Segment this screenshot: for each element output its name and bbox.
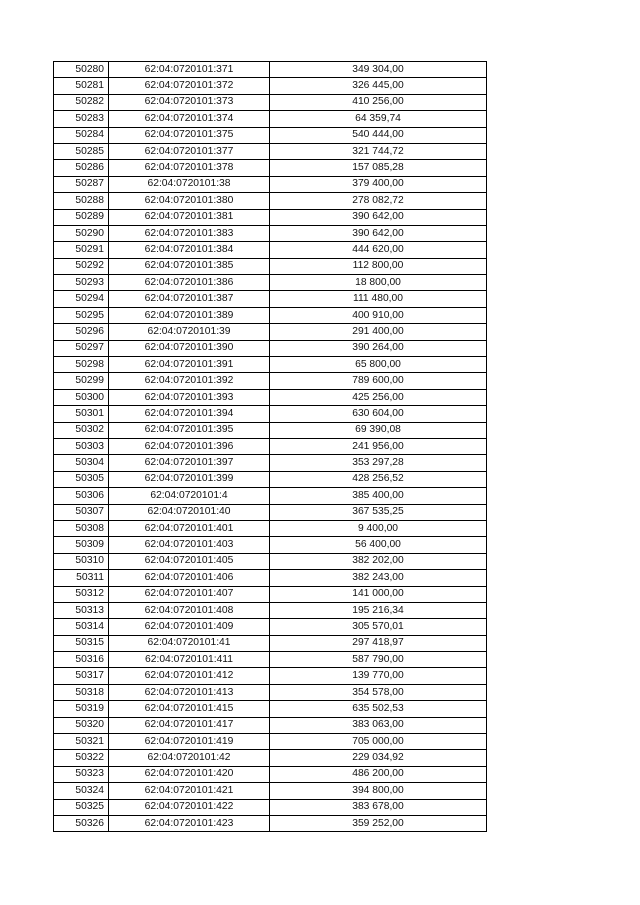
value-cell: 385 400,00 (270, 488, 487, 504)
row-number-cell: 50313 (54, 602, 109, 618)
row-number-cell: 50289 (54, 209, 109, 225)
value-cell: 359 252,00 (270, 815, 487, 831)
row-number-cell: 50285 (54, 143, 109, 159)
value-cell: 321 744,72 (270, 143, 487, 159)
value-cell: 112 800,00 (270, 258, 487, 274)
row-number-cell: 50323 (54, 766, 109, 782)
value-cell: 18 800,00 (270, 275, 487, 291)
row-number-cell: 50326 (54, 815, 109, 831)
value-cell: 587 790,00 (270, 652, 487, 668)
table-row (54, 94, 487, 110)
row-number-cell: 50322 (54, 750, 109, 766)
row-number-cell: 50325 (54, 799, 109, 815)
row-number-cell: 50317 (54, 668, 109, 684)
cadastral-number-cell: 62:04:0720101:4 (109, 488, 270, 504)
cadastral-number-cell: 62:04:0720101:380 (109, 193, 270, 209)
table-row (54, 734, 487, 750)
cadastral-number-cell: 62:04:0720101:372 (109, 78, 270, 94)
cadastral-number-cell: 62:04:0720101:385 (109, 258, 270, 274)
table-row (54, 422, 487, 438)
cadastral-number-cell: 62:04:0720101:420 (109, 766, 270, 782)
cadastral-number-cell: 62:04:0720101:405 (109, 553, 270, 569)
value-cell: 65 800,00 (270, 357, 487, 373)
table-row (54, 471, 487, 487)
table-row (54, 488, 487, 504)
table-row (54, 783, 487, 799)
value-cell: 111 480,00 (270, 291, 487, 307)
table-row (54, 586, 487, 602)
row-number-cell: 50301 (54, 406, 109, 422)
row-number-cell: 50296 (54, 324, 109, 340)
cadastral-value-table (53, 61, 487, 832)
cadastral-number-cell: 62:04:0720101:40 (109, 504, 270, 520)
value-cell: 139 770,00 (270, 668, 487, 684)
table-row (54, 193, 487, 209)
value-cell: 630 604,00 (270, 406, 487, 422)
cadastral-number-cell: 62:04:0720101:413 (109, 684, 270, 700)
table-row (54, 275, 487, 291)
row-number-cell: 50282 (54, 94, 109, 110)
table-row (54, 78, 487, 94)
value-cell: 789 600,00 (270, 373, 487, 389)
row-number-cell: 50280 (54, 62, 109, 78)
value-cell: 705 000,00 (270, 734, 487, 750)
table-row (54, 668, 487, 684)
cadastral-number-cell: 62:04:0720101:406 (109, 570, 270, 586)
value-cell: 241 956,00 (270, 438, 487, 454)
row-number-cell: 50306 (54, 488, 109, 504)
cadastral-number-cell: 62:04:0720101:41 (109, 635, 270, 651)
table-row (54, 438, 487, 454)
table-row (54, 570, 487, 586)
table-row (54, 799, 487, 815)
table-row (54, 602, 487, 618)
cadastral-number-cell: 62:04:0720101:421 (109, 783, 270, 799)
row-number-cell: 50303 (54, 438, 109, 454)
value-cell: 444 620,00 (270, 242, 487, 258)
cadastral-number-cell: 62:04:0720101:39 (109, 324, 270, 340)
row-number-cell: 50281 (54, 78, 109, 94)
cadastral-number-cell: 62:04:0720101:392 (109, 373, 270, 389)
value-cell: 354 578,00 (270, 684, 487, 700)
cadastral-number-cell: 62:04:0720101:381 (109, 209, 270, 225)
cadastral-number-cell: 62:04:0720101:395 (109, 422, 270, 438)
row-number-cell: 50324 (54, 783, 109, 799)
table-row (54, 717, 487, 733)
table-row (54, 619, 487, 635)
cadastral-number-cell: 62:04:0720101:377 (109, 143, 270, 159)
table-row (54, 750, 487, 766)
row-number-cell: 50292 (54, 258, 109, 274)
cadastral-number-cell: 62:04:0720101:419 (109, 734, 270, 750)
row-number-cell: 50309 (54, 537, 109, 553)
row-number-cell: 50293 (54, 275, 109, 291)
value-cell: 635 502,53 (270, 701, 487, 717)
row-number-cell: 50300 (54, 389, 109, 405)
row-number-cell: 50311 (54, 570, 109, 586)
cadastral-number-cell: 62:04:0720101:378 (109, 160, 270, 176)
row-number-cell: 50284 (54, 127, 109, 143)
value-cell: 425 256,00 (270, 389, 487, 405)
value-cell: 400 910,00 (270, 307, 487, 323)
row-number-cell: 50287 (54, 176, 109, 192)
cadastral-number-cell: 62:04:0720101:374 (109, 111, 270, 127)
row-number-cell: 50307 (54, 504, 109, 520)
table-row (54, 242, 487, 258)
cadastral-number-cell: 62:04:0720101:411 (109, 652, 270, 668)
cadastral-number-cell: 62:04:0720101:423 (109, 815, 270, 831)
row-number-cell: 50286 (54, 160, 109, 176)
value-cell: 291 400,00 (270, 324, 487, 340)
value-cell: 278 082,72 (270, 193, 487, 209)
table-row (54, 209, 487, 225)
value-cell: 410 256,00 (270, 94, 487, 110)
value-cell: 382 202,00 (270, 553, 487, 569)
value-cell: 9 400,00 (270, 520, 487, 536)
cadastral-number-cell: 62:04:0720101:409 (109, 619, 270, 635)
table-row (54, 62, 487, 78)
row-number-cell: 50297 (54, 340, 109, 356)
value-cell: 64 359,74 (270, 111, 487, 127)
cadastral-number-cell: 62:04:0720101:391 (109, 357, 270, 373)
value-cell: 383 063,00 (270, 717, 487, 733)
value-cell: 56 400,00 (270, 537, 487, 553)
row-number-cell: 50302 (54, 422, 109, 438)
cadastral-number-cell: 62:04:0720101:396 (109, 438, 270, 454)
row-number-cell: 50310 (54, 553, 109, 569)
row-number-cell: 50299 (54, 373, 109, 389)
row-number-cell: 50308 (54, 520, 109, 536)
cadastral-number-cell: 62:04:0720101:38 (109, 176, 270, 192)
table-row (54, 143, 487, 159)
value-cell: 305 570,01 (270, 619, 487, 635)
row-number-cell: 50298 (54, 357, 109, 373)
value-cell: 326 445,00 (270, 78, 487, 94)
value-cell: 229 034,92 (270, 750, 487, 766)
cadastral-number-cell: 62:04:0720101:386 (109, 275, 270, 291)
table-row (54, 111, 487, 127)
cadastral-number-cell: 62:04:0720101:422 (109, 799, 270, 815)
value-cell: 379 400,00 (270, 176, 487, 192)
table-body (54, 62, 487, 832)
table-row (54, 553, 487, 569)
value-cell: 390 264,00 (270, 340, 487, 356)
row-number-cell: 50290 (54, 225, 109, 241)
row-number-cell: 50304 (54, 455, 109, 471)
cadastral-number-cell: 62:04:0720101:393 (109, 389, 270, 405)
table-row (54, 701, 487, 717)
table-row (54, 389, 487, 405)
value-cell: 390 642,00 (270, 225, 487, 241)
cadastral-number-cell: 62:04:0720101:415 (109, 701, 270, 717)
table-row (54, 291, 487, 307)
row-number-cell: 50319 (54, 701, 109, 717)
table-row (54, 340, 487, 356)
cadastral-number-cell: 62:04:0720101:42 (109, 750, 270, 766)
row-number-cell: 50320 (54, 717, 109, 733)
value-cell: 382 243,00 (270, 570, 487, 586)
value-cell: 540 444,00 (270, 127, 487, 143)
value-cell: 428 256,52 (270, 471, 487, 487)
table-row (54, 373, 487, 389)
table-row (54, 357, 487, 373)
table-row (54, 766, 487, 782)
cadastral-number-cell: 62:04:0720101:408 (109, 602, 270, 618)
table-row (54, 684, 487, 700)
cadastral-number-cell: 62:04:0720101:401 (109, 520, 270, 536)
value-cell: 349 304,00 (270, 62, 487, 78)
cadastral-number-cell: 62:04:0720101:412 (109, 668, 270, 684)
table-row (54, 160, 487, 176)
value-cell: 195 216,34 (270, 602, 487, 618)
table-row (54, 537, 487, 553)
row-number-cell: 50315 (54, 635, 109, 651)
table-row (54, 225, 487, 241)
value-cell: 69 390,08 (270, 422, 487, 438)
table-row (54, 324, 487, 340)
table-row (54, 504, 487, 520)
row-number-cell: 50295 (54, 307, 109, 323)
cadastral-number-cell: 62:04:0720101:375 (109, 127, 270, 143)
cadastral-number-cell: 62:04:0720101:373 (109, 94, 270, 110)
cadastral-number-cell: 62:04:0720101:383 (109, 225, 270, 241)
cadastral-number-cell: 62:04:0720101:387 (109, 291, 270, 307)
table-row (54, 127, 487, 143)
row-number-cell: 50321 (54, 734, 109, 750)
cadastral-number-cell: 62:04:0720101:394 (109, 406, 270, 422)
cadastral-number-cell: 62:04:0720101:403 (109, 537, 270, 553)
value-cell: 394 800,00 (270, 783, 487, 799)
cadastral-number-cell: 62:04:0720101:417 (109, 717, 270, 733)
table-row (54, 176, 487, 192)
value-cell: 353 297,28 (270, 455, 487, 471)
row-number-cell: 50283 (54, 111, 109, 127)
row-number-cell: 50305 (54, 471, 109, 487)
cadastral-number-cell: 62:04:0720101:399 (109, 471, 270, 487)
table-row (54, 635, 487, 651)
table-row (54, 307, 487, 323)
table-row (54, 406, 487, 422)
value-cell: 367 535,25 (270, 504, 487, 520)
table-row (54, 815, 487, 831)
value-cell: 390 642,00 (270, 209, 487, 225)
table-row (54, 455, 487, 471)
value-cell: 297 418,97 (270, 635, 487, 651)
table-row (54, 520, 487, 536)
row-number-cell: 50312 (54, 586, 109, 602)
row-number-cell: 50314 (54, 619, 109, 635)
cadastral-number-cell: 62:04:0720101:384 (109, 242, 270, 258)
row-number-cell: 50318 (54, 684, 109, 700)
cadastral-number-cell: 62:04:0720101:389 (109, 307, 270, 323)
value-cell: 141 000,00 (270, 586, 487, 602)
cadastral-number-cell: 62:04:0720101:371 (109, 62, 270, 78)
cadastral-number-cell: 62:04:0720101:397 (109, 455, 270, 471)
cadastral-number-cell: 62:04:0720101:390 (109, 340, 270, 356)
row-number-cell: 50316 (54, 652, 109, 668)
row-number-cell: 50294 (54, 291, 109, 307)
document-page (53, 61, 486, 832)
table-row (54, 258, 487, 274)
table-row (54, 652, 487, 668)
row-number-cell: 50288 (54, 193, 109, 209)
value-cell: 157 085,28 (270, 160, 487, 176)
value-cell: 486 200,00 (270, 766, 487, 782)
value-cell: 383 678,00 (270, 799, 487, 815)
row-number-cell: 50291 (54, 242, 109, 258)
cadastral-number-cell: 62:04:0720101:407 (109, 586, 270, 602)
